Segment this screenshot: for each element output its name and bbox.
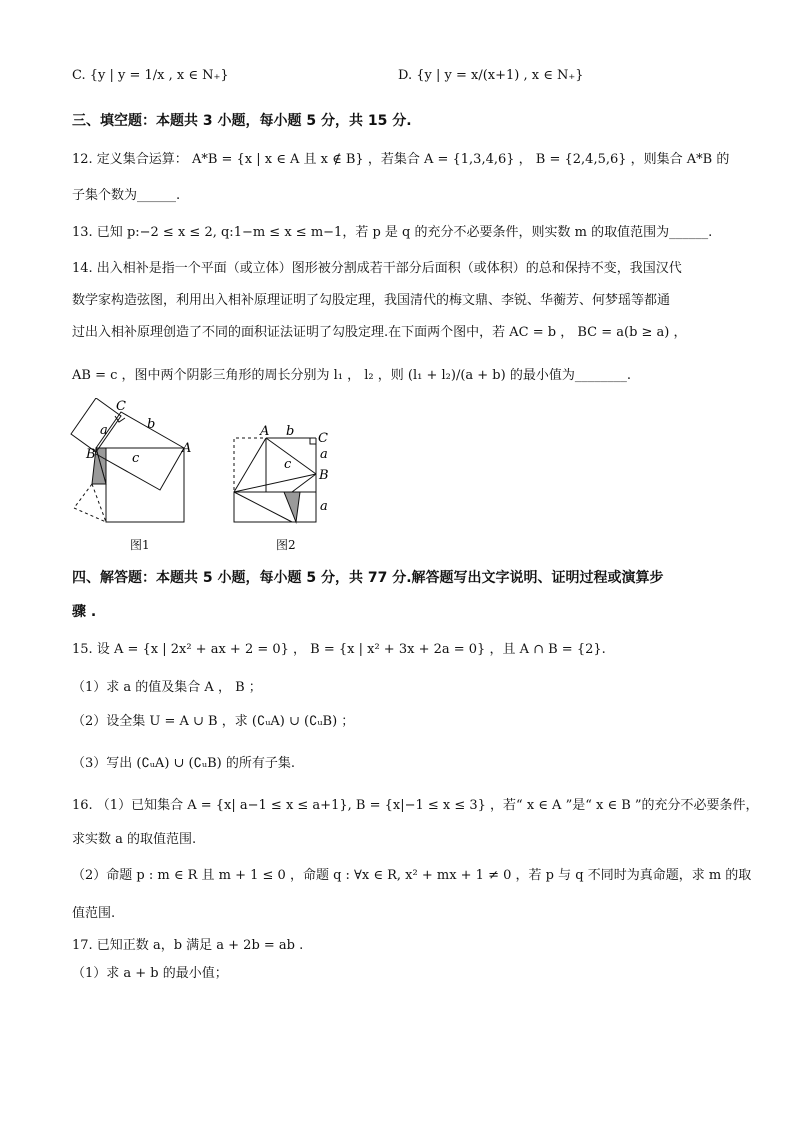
fig1-label-b: b	[147, 417, 156, 432]
q14-line3: 过出入相补原理创造了不同的面积证法证明了勾股定理.在下面两个图中，若 AC = b ， BC = a(b ≥ a) ，	[72, 325, 687, 340]
fig1-label-a: a	[100, 423, 108, 438]
fig2-label-c: c	[284, 457, 292, 472]
q16-line3: （2）命题 p : m ∈ R 且 m + 1 ≤ 0 ，命题 q : ∀x ∈ R, x² + mx + 1 ≠ 0 ，若 p 与 q 不同时为真命题，求 m 的取	[72, 868, 752, 883]
q14-line4: AB = c ，图中两个阴影三角形的周长分别为 l₁ ， l₂ ，则 (l₁ + l₂)/(a + b) 的最小值为________.	[72, 368, 631, 383]
fig2-caption: 图2	[276, 538, 296, 552]
fig1-label-C: C	[116, 399, 126, 414]
option-c: C. {y | y = 1/x , x ∈ N₊}	[72, 68, 229, 83]
q15-part1: （1）求 a 的值及集合 A ， B ；	[72, 680, 262, 695]
figure-1	[66, 398, 196, 530]
q17-part1: （1）求 a + b 的最小值；	[72, 966, 228, 981]
section-4-heading-line1: 四、解答题：本题共 5 小题，每小题 5 分，共 77 分.解答题写出文字说明、证明过程或演算步	[72, 570, 664, 586]
q14-line2: 数学家构造弦图，利用出入相补原理证明了勾股定理，我国清代的梅文鼎、李锐、华蘅芳、何梦瑶等都通	[72, 293, 671, 308]
fig2-label-C: C	[318, 431, 328, 446]
q17-stem: 17. 已知正数 a，b 满足 a + 2b = ab .	[72, 938, 304, 953]
fig2-label-b: b	[286, 424, 295, 439]
q12-line1: 12. 定义集合运算： A*B = {x | x ∈ A 且 x ∉ B} ，若集合 A = {1,3,4,6} ， B = {2,4,5,6} ，则集合 A*B 的	[72, 152, 730, 167]
q14-line1: 14. 出入相补是指一个平面（或立体）图形被分割成若干部分后面积（或体积）的总和保持不变，我国汉代	[72, 261, 682, 276]
q12-line2: 子集个数为______.	[72, 188, 181, 203]
section-3-heading: 三、填空题：本题共 3 小题，每小题 5 分，共 15 分.	[72, 113, 412, 129]
option-d: D. {y | y = x/(x+1) , x ∈ N₊}	[398, 68, 584, 83]
q13-text: 13. 已知 p:−2 ≤ x ≤ 2, q:1−m ≤ x ≤ m−1，若 p 是 q 的充分不必要条件，则实数 m 的取值范围为______.	[72, 225, 713, 240]
fig2-label-A: A	[260, 424, 270, 439]
fig1-label-B: B	[86, 447, 96, 462]
q15-stem: 15. 设 A = {x | 2x² + ax + 2 = 0} ， B = {x | x² + 3x + 2a = 0} ，且 A ∩ B = {2}.	[72, 642, 606, 657]
figure-2	[226, 424, 338, 528]
fig2-label-B: B	[319, 468, 329, 483]
q16-line1: 16. （1）已知集合 A = {x| a−1 ≤ x ≤ a+1}, B = {x|−1 ≤ x ≤ 3} ，若“ x ∈ A ”是“ x ∈ B ”的充分不必要条件，	[72, 798, 759, 813]
q16-line2: 求实数 a 的取值范围.	[72, 832, 197, 847]
fig2-label-a-bottom: a	[320, 499, 328, 514]
q15-part2: （2）设全集 U = A ∪ B ，求 (∁ᵤA) ∪ (∁ᵤB) ；	[72, 714, 355, 729]
fig1-label-c: c	[132, 451, 140, 466]
fig1-caption: 图1	[130, 538, 150, 552]
fig1-label-A: A	[182, 441, 192, 456]
q16-line4: 值范围.	[72, 906, 116, 921]
section-4-heading-line2: 骤 .	[72, 604, 97, 620]
q15-part3: （3）写出 (∁ᵤA) ∪ (∁ᵤB) 的所有子集.	[72, 756, 295, 771]
fig2-label-a-top: a	[320, 447, 328, 462]
